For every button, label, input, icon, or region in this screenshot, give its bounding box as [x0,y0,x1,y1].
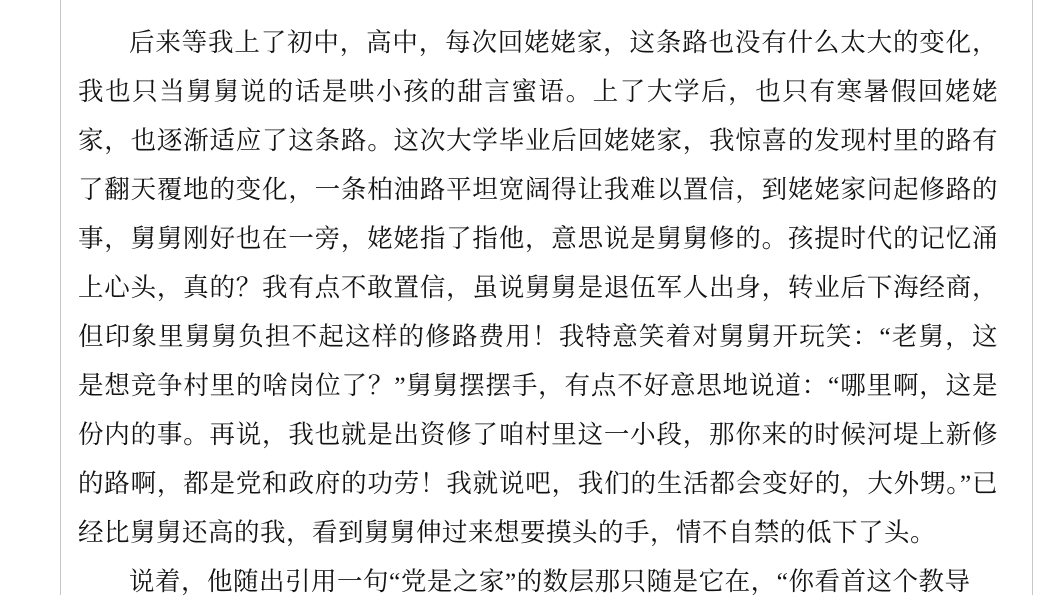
paragraph: 后来等我上了初中，高中，每次回姥姥家，这条路也没有什么太大的变化，我也只当舅舅说的话是哄小孩的甜言蜜语。上了大学后，也只有寒暑假回姥姥家，也逐渐适应了这条路。这次大学毕业后回姥姥家，我惊喜的发现村里的路有了翻天覆地的变化，一条柏油路平坦宽阔得让我难以置信，到姥姥家问起修路的事，舅舅刚好也在一旁，姥姥指了指他，意思说是舅舅修的。孩提时代的记忆涌上心头，真的？我有点不敢置信，虽说舅舅是退伍军人出身，转业后下海经商，但印象里舅舅负担不起这样的修路费用！我特意笑着对舅舅开玩笑：“老舅，这是想竞争村里的啥岗位了？”舅舅摆摆手，有点不好意思地说道：“哪里啊，这是份内的事。再说，我也就是出资修了咱村里这一小段，那你来的时候河堤上新修的路啊，都是党和政府的功劳！我就说吧，我们的生活都会变好的，大外甥。”已经比舅舅还高的我，看到舅舅伸过来想要摸头的手，情不自禁的低下了头。 [78,28,998,547]
page-right-margin-rule [1032,0,1033,595]
page-left-margin-rule [60,0,61,595]
paragraph: 说着，他随出引用一句“党是之家”的数层那只随是它在，“你看首这个教导 [129,567,971,596]
document-text-body [78,18,998,596]
